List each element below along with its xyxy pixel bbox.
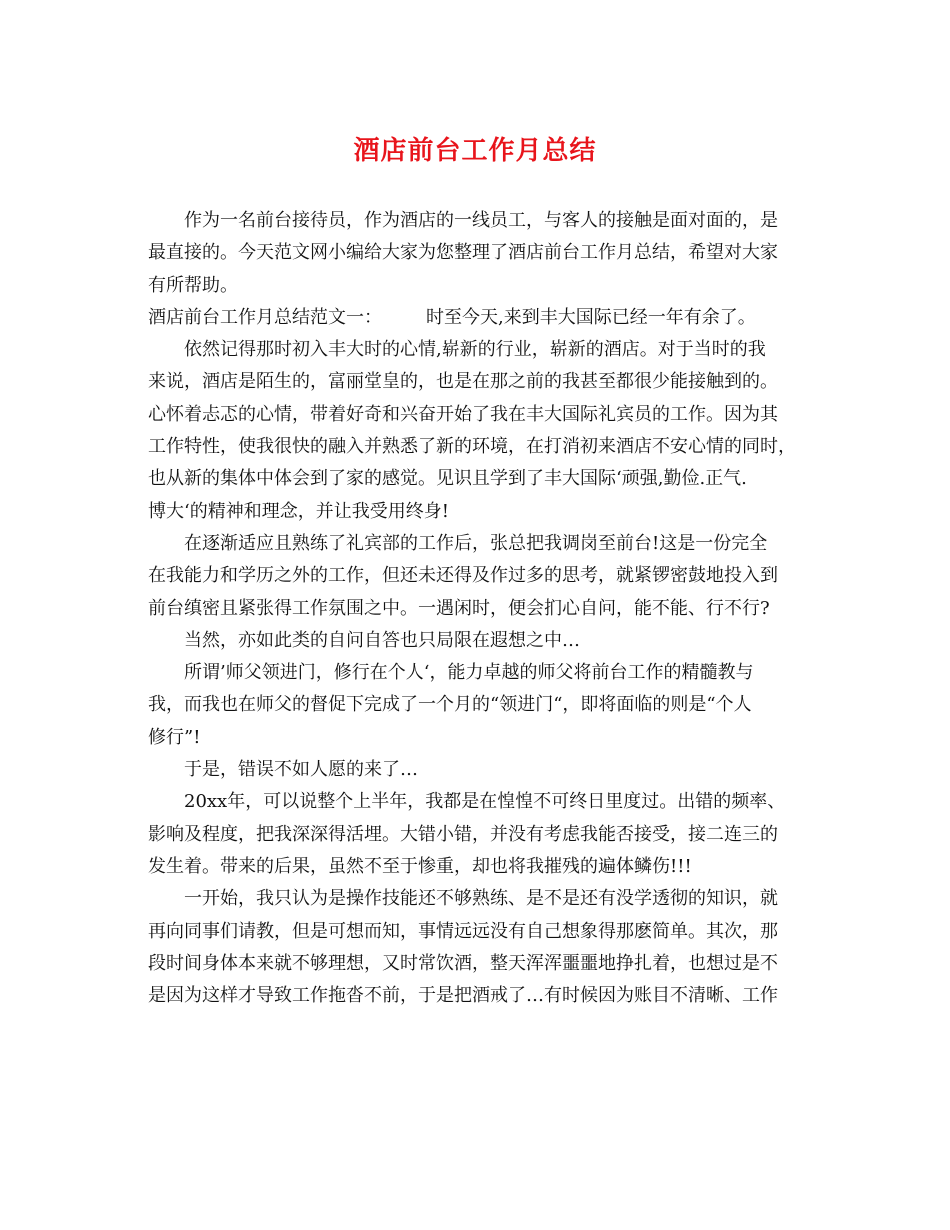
text-line <box>148 786 808 818</box>
text-line <box>148 366 808 398</box>
text-line-content: 酒店前台工作月总结范文一： <box>148 306 382 328</box>
text-line-content: 前台缜密且紧张得工作氛围之中。一遇闲时，便会扪心自问，能不能、行不行? <box>148 597 770 619</box>
text-line-content: 也从新的集体中体会到了家的感觉。见识且学到了丰大国际‘顽强,勤俭.正气. <box>148 468 747 490</box>
text-line-content: 段时间身体本来就不够理想，又时常饮酒，整天浑浑噩噩地挣扎着，也想过是不 <box>148 952 778 974</box>
text-line-content: 依然记得那时初入丰大时的心情,崭新的行业，崭新的酒店。对于当时的我 <box>184 339 766 361</box>
document-title: 酒店前台工作月总结 <box>353 136 597 166</box>
text-line-content: 在逐渐适应且熟练了礼宾部的工作后，张总把我调岗至前台!这是一份完全 <box>184 532 768 554</box>
text-line <box>148 689 808 721</box>
text-line <box>148 528 808 560</box>
text-line <box>148 496 808 528</box>
text-line-content: 我，而我也在师父的督促下完成了一个月的“领进门“，即将面临的则是“个人 <box>148 694 752 716</box>
text-line <box>148 625 808 657</box>
text-line-content: 来说，酒店是陌生的，富丽堂皇的，也是在那之前的我甚至都很少能接触到的。 <box>148 371 778 393</box>
text-line-content: 心怀着忐忑的心情，带着好奇和兴奋开始了我在丰大国际礼宾员的工作。因为其 <box>148 403 778 425</box>
text-line <box>148 883 808 915</box>
text-line <box>148 916 808 948</box>
text-line-content: 有所帮助。 <box>148 274 238 296</box>
text-line-content: 所谓’师父领进门，修行在个人‘，能力卓越的师父将前台工作的精髓教与 <box>184 662 754 684</box>
text-line <box>148 980 808 1012</box>
document-body <box>148 205 808 1012</box>
text-line-content: 影响及程度，把我深深得活埋。大错小错，并没有考虑我能否接受，接二连三的 <box>148 823 778 845</box>
text-line <box>148 302 808 334</box>
text-line <box>148 819 808 851</box>
text-line-content: 一开始，我只认为是操作技能还不够熟练、是不是还有没学透彻的知识，就 <box>184 888 778 910</box>
text-line-tail: 时至今天,来到丰大国际已经一年有余了。 <box>426 306 756 328</box>
text-line <box>148 399 808 431</box>
text-line <box>148 463 808 495</box>
text-line <box>148 431 808 463</box>
text-line-content: 是因为这样才导致工作拖沓不前，于是把酒戒了…有时候因为账目不清晰、工作 <box>148 985 778 1007</box>
text-line <box>148 657 808 689</box>
text-line-content: 工作特性，使我很快的融入并熟悉了新的环境，在打消初来酒店不安心情的同时， <box>148 436 796 458</box>
text-line <box>148 754 808 786</box>
text-line-content: 于是，错误不如人愿的来了… <box>184 759 418 781</box>
text-line <box>148 851 808 883</box>
text-line-content: 博大‘的精神和理念，并让我受用终身! <box>148 500 449 522</box>
text-line <box>148 237 808 269</box>
text-line-content: 作为一名前台接待员，作为酒店的一线员工，与客人的接触是面对面的，是 <box>184 210 778 231</box>
text-line <box>148 560 808 592</box>
text-line-content: 20xx年，可以说整个上半年，我都是在惶惶不可终日里度过。出错的频率、 <box>184 791 786 813</box>
text-line-content: 修行”! <box>148 726 201 748</box>
text-line-content: 当然，亦如此类的自问自答也只局限在遐想之中… <box>184 629 580 651</box>
text-line <box>148 722 808 754</box>
text-line <box>148 948 808 980</box>
text-line <box>148 593 808 625</box>
text-line-content: 最直接的。今天范文网小编给大家为您整理了酒店前台工作月总结，希望对大家 <box>148 242 778 264</box>
text-line-content: 在我能力和学历之外的工作，但还未还得及作过多的思考，就紧锣密鼓地投入到 <box>148 565 778 587</box>
text-line <box>148 270 808 302</box>
text-line <box>148 205 808 237</box>
text-line-content: 发生着。带来的后果，虽然不至于惨重，却也将我摧残的遍体鳞伤!!! <box>148 855 692 877</box>
text-line-content: 再向同事们请教，但是可想而知，事情远远没有自己想象得那麽简单。其次，那 <box>148 920 778 942</box>
text-line <box>148 334 808 366</box>
